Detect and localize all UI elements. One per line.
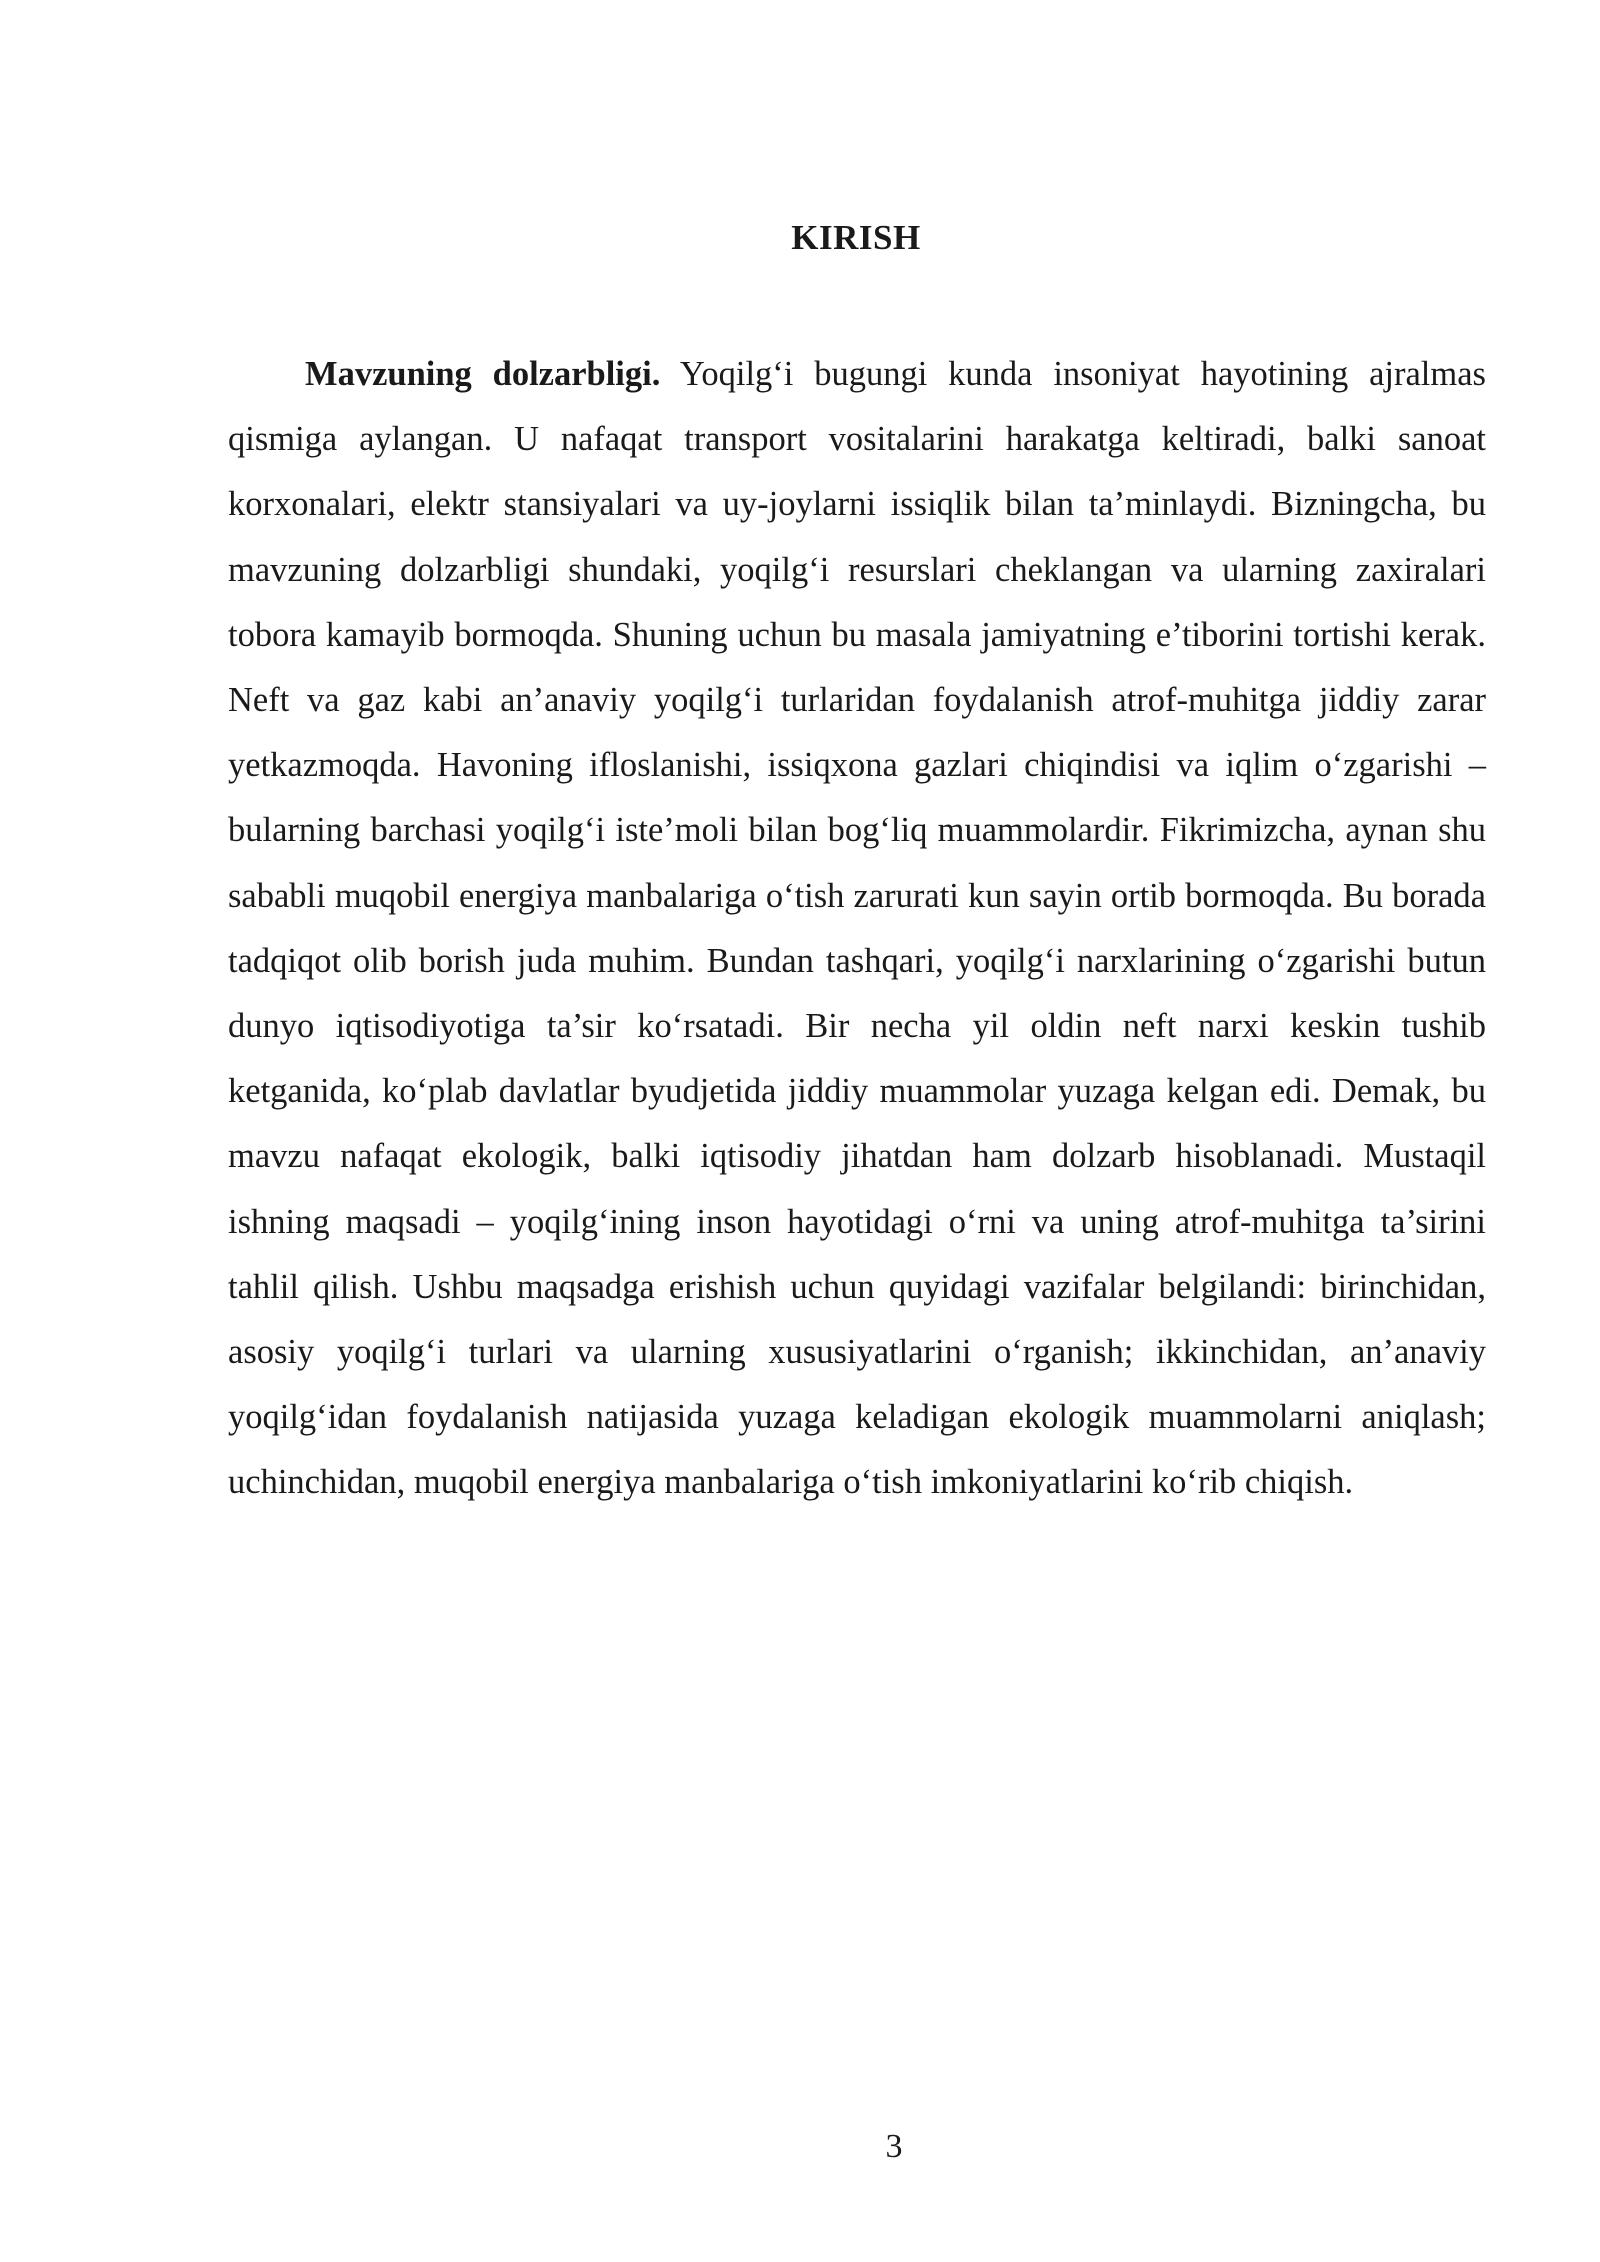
body-paragraph: [228, 342, 1486, 1516]
page-title: KIRISH: [791, 218, 921, 257]
page-number: 3: [885, 2128, 903, 2165]
paragraph-lead: Mavzuning dolzarbligi.: [305, 355, 661, 393]
paragraph-text: Yoqilg‘i bugungi kunda insoniyat hayotining ajralmas qismiga aylangan. U nafaqat transport vositalarini harakatga keltiradi, balki sanoat korxonalari, elektr stansiyalari va uy-joylarni issiqlik bilan ta’minlaydi. Bizningcha, bu mavzuning dolzarbligi shundaki, yoqilg‘i resurslari cheklangan va ularning zaxiralari tobora kamayib bormoqda. Shuning uchun bu masala jamiyatning e’tiborini tortishi kerak. Neft va gaz kabi an’anaviy yoqilg‘i turlaridan foydalanish atrof-muhitga jiddiy zarar yetkazmoqda. Havoning ifloslanishi, issiqxona gazlari chiqindisi va iqlim o‘zgarishi – bularning barchasi yoqilg‘i iste’moli bilan bog‘liq muammolardir. Fikrimizcha, aynan shu sababli muqobil energiya manbalariga o‘tish zarurati kun sayin ortib bormoqda. Bu borada tadqiqot olib borish juda muhim. Bundan tashqari, yoqilg‘i narxlarining o‘zgarishi butun dunyo iqtisodiyotiga ta’sir ko‘rsatadi. Bir necha yil oldin neft narxi keskin tushib ketganida, ko‘plab davlatlar byudjetida jiddiy muammolar yuzaga kelgan edi. Demak, bu mavzu nafaqat ekologik, balki iqtisodiy jihatdan ham dolzarb hisoblanadi. Mustaqil ishning maqsadi – yoqilg‘ining inson hayotidagi o‘rni va uning atrof-muhitga ta’sirini tahlil qilish. Ushbu maqsadga erishish uchun quyidagi vazifalar belgilandi: birinchidan, asosiy yoqilg‘i turlari va ularning xususiyatlarini o‘rganish; ikkinchidan, an’anaviy yoqilg‘idan foydalanish natijasida yuzaga keladigan ekologik muammolarni aniqlash; uchinchidan, muqobil energiya manbalariga o‘tish imkoniyatlarini ko‘rib chiqish.: [228, 355, 1486, 1502]
